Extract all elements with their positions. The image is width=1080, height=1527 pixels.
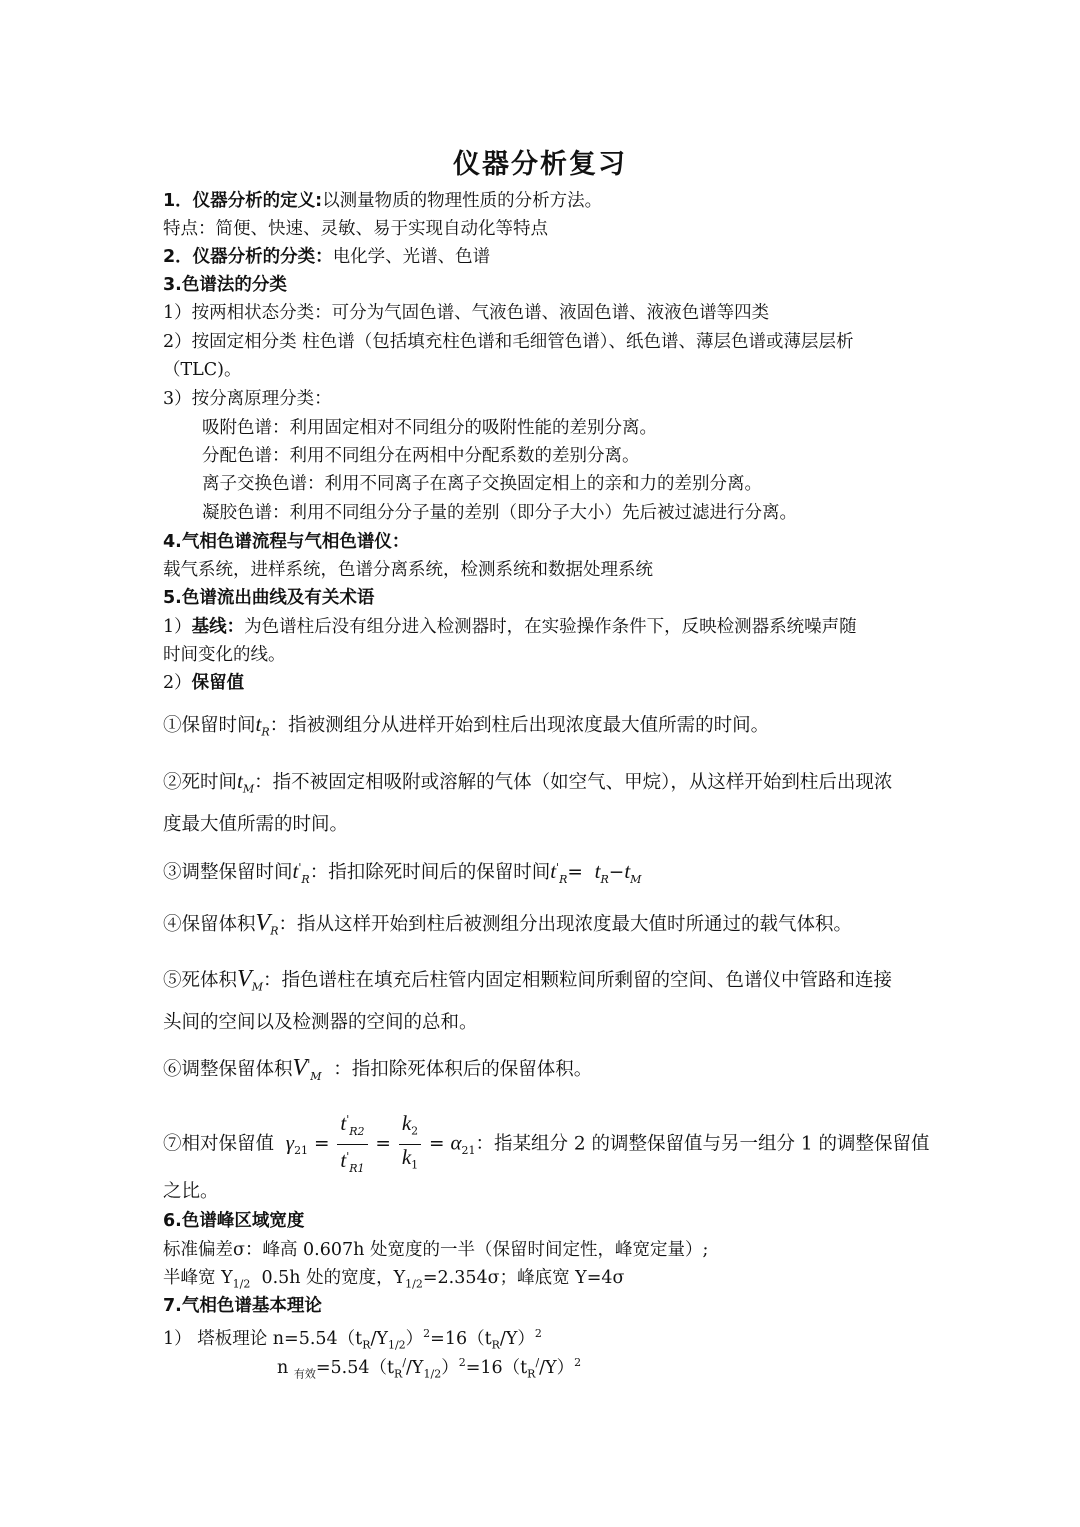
section-3-item-3: 3）按分离原理分类： — [163, 389, 332, 409]
section-4-text: 载气系统，进样系统，色谱分离系统，检测系统和数据处理系统 — [163, 560, 653, 580]
retention-time-def: ①保留时间$t_R$：指被测组分从进样开始到柱后出现浓度最大值所需的时间。 — [163, 712, 770, 739]
retention-heading: 保留值 — [191, 673, 245, 693]
retention-heading-line: 2）保留值 — [163, 673, 245, 693]
baseline-heading: 基线： — [191, 617, 245, 637]
adjusted-retention-time-def: ③调整保留时间$t'_R$：指扣除死时间后的保留时间$t'_R= t_R-t_M$ — [163, 859, 642, 886]
retention-volume-def: ④保留体积$V_R$：指从这样开始到柱后被测组分出现浓度最大值时所通过的载气体积。 — [163, 910, 852, 938]
section-2-heading: 2．仪器分析的分类： — [163, 247, 333, 267]
section-4-heading: 4.气相色谱流程与气相色谱仪： — [163, 532, 410, 552]
adjusted-retention-volume-def: ⑥调整保留体积$V'_M$ ：指扣除死体积后的保留体积。 — [163, 1055, 593, 1083]
baseline-text-cont: 时间变化的线。 — [163, 645, 286, 665]
dead-time-def: ②死时间$t_M$：指不被固定相吸附或溶解的气体（如空气、甲烷），从这样开始到柱后出现浓 — [163, 769, 893, 796]
dead-volume-def: ⑤死体积$V_M$：指色谱柱在填充后柱管内固定相颗粒间所剩留的空间、色谱仪中管路和连接 — [163, 966, 892, 994]
section-3-item-1: 1）按两相状态分类：可分为气固色谱、气液色谱、液固色谱、液液色谱等四类 — [163, 303, 770, 323]
retention-time-ratio-fraction: $\frac{t'_{R2}}{t'_{R1}}$ — [337, 1108, 367, 1181]
baseline-text: 为色谱柱后没有组分进入检测器时，在实验操作条件下，反映检测器系统噪声随 — [244, 617, 857, 637]
relative-retention-def: ⑦相对保留值 $\gamma_{21}$ = $\frac{t'_{R2}}{t'_{R1}}$ = $\frac{k_2}{k_1}$ = $\alpha_{21}$：指某组分 2 的调整保留值与另一组分 1 的调整保留值 — [163, 1108, 930, 1181]
separation-type-adsorption: 吸附色谱：利用固定相对不同组分的吸附性能的差别分离。 — [202, 418, 657, 438]
baseline-line: 1）基线：为色谱柱后没有组分进入检测器时，在实验操作条件下，反映检测器系统噪声随 — [163, 617, 857, 637]
effective-plate-formula: n $_{有效}=5.54(t_R^//Y_{1/2})^2=16(t_R^//Y)^2$ — [277, 1356, 582, 1381]
section-2-text: 电化学、光谱、色谱 — [332, 247, 491, 267]
dead-time-def-cont: 度最大值所需的时间。 — [163, 814, 349, 835]
section-6-heading: 6.色谱峰区域宽度 — [163, 1211, 305, 1231]
plate-theory-formula: 1） 塔板理论 $n=5.54(t_R/Y_{1/2})^2=16(t_R/Y)^2$ — [163, 1327, 542, 1352]
k-ratio-fraction: $\frac{k_2}{k_1}$ — [399, 1111, 421, 1177]
section-1-text: 以测量物质的物理性质的分析方法。 — [322, 191, 603, 211]
separation-type-partition: 分配色谱：利用不同组分在两相中分配系数的差别分离。 — [202, 446, 640, 466]
section-5-heading: 5.色谱流出曲线及有关术语 — [163, 588, 375, 608]
section-3-item-2-cont: （TLC)。 — [163, 360, 242, 380]
relative-retention-def-cont: 之比。 — [163, 1181, 219, 1202]
std-deviation-def: 标准偏差σ：峰高 0.607h 处宽度的一半（保留时间定性，峰宽定量）; — [163, 1240, 709, 1260]
page-title: 仪器分析复习 — [453, 149, 627, 180]
section-1-features: 特点：简便、快速、灵敏、易于实现自动化等特点 — [163, 219, 548, 239]
half-peak-width-def: 半峰宽 $Y_{1/2}$ 0.5h 处的宽度，$Y_{1/2}=2.354\sigma$；峰底宽 Y=4σ — [163, 1268, 625, 1291]
separation-type-gel: 凝胶色谱：利用不同组分分子量的差别（即分子大小）先后被过滤进行分离。 — [202, 503, 797, 523]
section-3-item-2: 2）按固定相分类 柱色谱（包括填充柱色谱和毛细管色谱）、纸色谱、薄层色谱或薄层层析 — [163, 332, 854, 352]
section-1-line — [163, 189, 602, 213]
section-7-heading: 7.气相色谱基本理论 — [163, 1296, 322, 1316]
separation-type-ion-exchange: 离子交换色谱：利用不同离子在离子交换固定相上的亲和力的差别分离。 — [202, 474, 762, 494]
dead-volume-def-cont: 头间的空间以及检测器的空间的总和。 — [163, 1012, 478, 1033]
section-3-heading: 3.色谱法的分类 — [163, 275, 287, 295]
section-1-heading: 1．仪器分析的定义: — [163, 191, 323, 211]
section-2-line — [163, 245, 490, 269]
